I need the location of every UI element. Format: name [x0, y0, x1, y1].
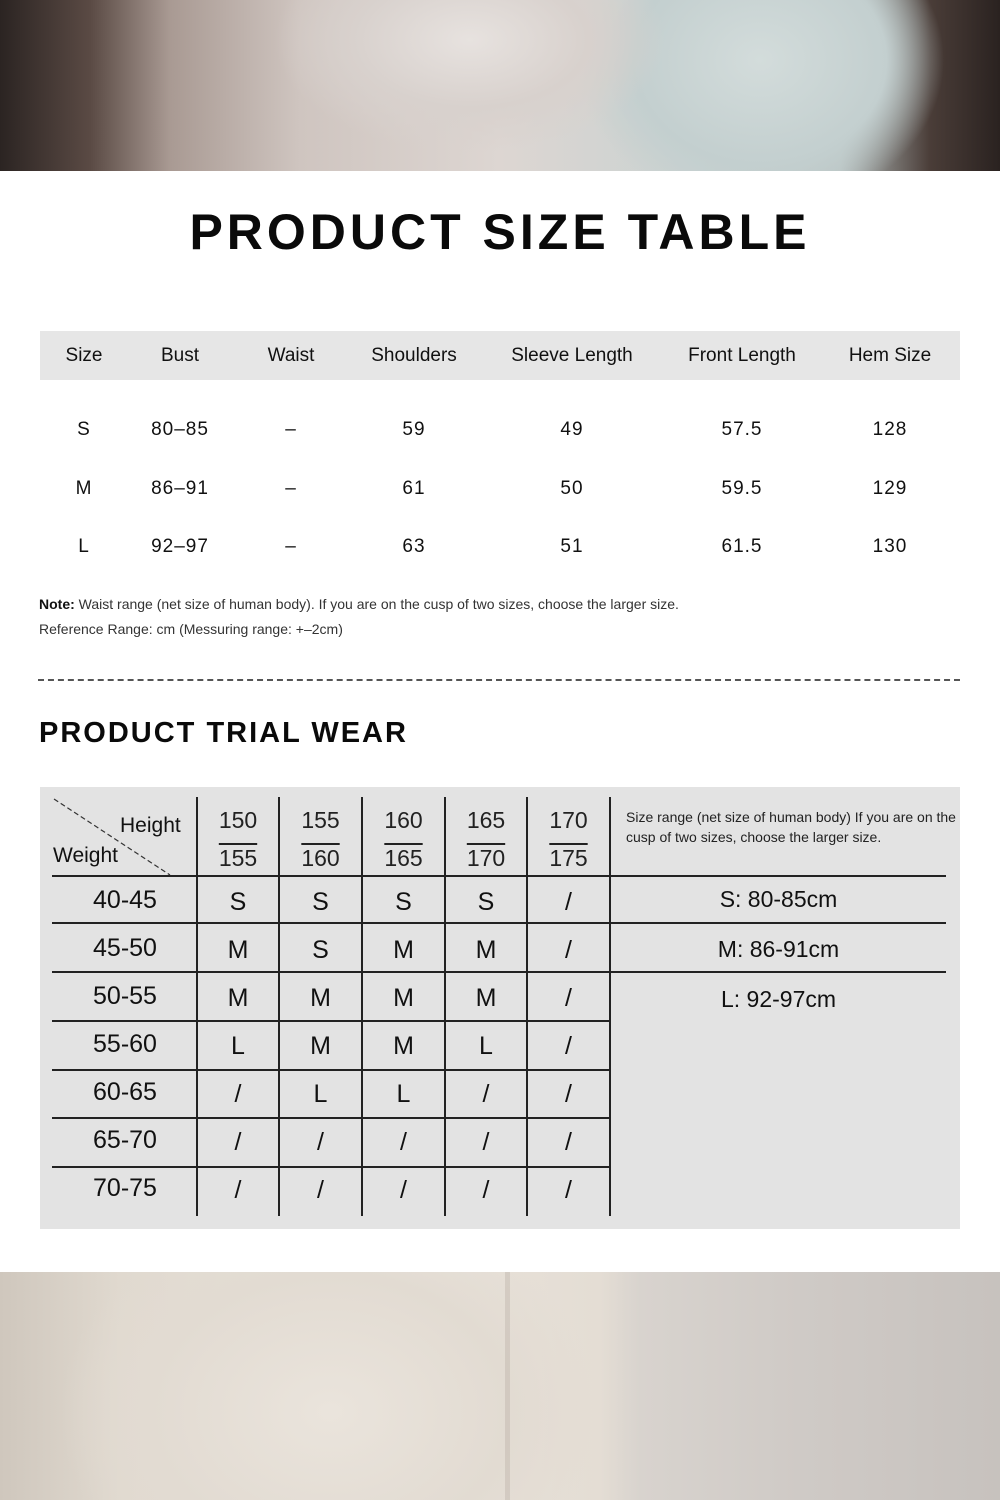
height-from: 160 — [384, 807, 423, 833]
grid-cell: / — [482, 1128, 490, 1156]
grid-cell: M — [310, 984, 331, 1012]
weight-label: Weight — [53, 844, 118, 867]
grid-line — [52, 1117, 610, 1119]
row-s-bust: 80–85 — [151, 419, 209, 440]
range-note: Size range (net size of human body) If you are on the cusp of two sizes, choose the larger size. — [626, 809, 956, 845]
grid-cell: / — [400, 1128, 407, 1156]
row-l-bust: 92–97 — [151, 536, 209, 557]
grid-cell: / — [400, 1176, 407, 1204]
grid-cell: L — [313, 1080, 328, 1108]
range-l: L: 92-97cm — [720, 986, 837, 1012]
header-hem-size: Hem Size — [848, 345, 932, 366]
grid-cell: S — [312, 888, 329, 916]
size-table-title: PRODUCT SIZE TABLE — [189, 204, 811, 260]
range-s: S: 80-85cm — [719, 886, 838, 912]
weight-45-50: 45-50 — [93, 934, 157, 962]
height-165-170 — [445, 801, 527, 877]
grid-cell: / — [317, 1176, 324, 1204]
product-photo-top — [0, 0, 1000, 171]
grid-cell: L — [396, 1080, 411, 1108]
grid-cell: / — [565, 1176, 572, 1204]
height-to: 170 — [466, 845, 506, 871]
section-divider — [38, 679, 960, 681]
product-photo-bottom — [0, 1272, 1000, 1500]
row-m-shoulders: 61 — [402, 478, 426, 499]
height-150-155 — [197, 801, 279, 877]
row-s-hem: 128 — [872, 419, 908, 440]
row-m-waist: – — [285, 478, 297, 499]
grid-cell: M — [227, 984, 249, 1012]
trial-wear-title: PRODUCT TRIAL WEAR — [39, 717, 408, 749]
weight-60-65: 60-65 — [93, 1078, 157, 1106]
weight-70-75: 70-75 — [93, 1174, 157, 1202]
grid-cell: S — [395, 888, 412, 916]
grid-cell: / — [317, 1128, 324, 1156]
grid-cell: / — [234, 1128, 242, 1156]
grid-cell: S — [477, 888, 495, 916]
row-m-bust: 86–91 — [151, 478, 209, 499]
grid-cell: L — [231, 1032, 245, 1060]
row-m-hem: 129 — [872, 478, 908, 499]
header-bust: Bust — [160, 345, 200, 366]
height-to: 155 — [218, 845, 258, 871]
grid-cell: / — [565, 984, 572, 1012]
row-m-size: M — [75, 478, 93, 499]
grid-line — [52, 1166, 610, 1168]
note-label: Note: — [39, 596, 75, 612]
header-sleeve-length: Sleeve Length — [511, 345, 633, 366]
row-s-size: S — [77, 419, 91, 440]
header-size: Size — [65, 345, 103, 366]
height-from: 150 — [218, 807, 258, 833]
height-155-160 — [279, 801, 362, 877]
note-text: Waist range (net size of human body). If you are on the cusp of two sizes, choose the larger size. — [74, 596, 679, 612]
row-l-shoulders: 63 — [402, 536, 426, 557]
row-s-front: 57.5 — [721, 419, 763, 440]
height-160-165 — [362, 801, 445, 877]
header-shoulders: Shoulders — [371, 345, 457, 366]
grid-line — [52, 922, 946, 924]
grid-cell: M — [227, 936, 249, 964]
grid-cell: / — [565, 1032, 572, 1060]
row-m-sleeve: 50 — [560, 478, 584, 499]
row-l-front: 61.5 — [721, 536, 763, 557]
row-m-front: 59.5 — [721, 478, 763, 499]
height-from: 155 — [301, 807, 340, 833]
grid-cell: / — [565, 1128, 572, 1156]
height-170-175 — [527, 801, 610, 877]
grid-line — [52, 971, 946, 973]
grid-cell: / — [565, 888, 572, 916]
fabric-seam — [505, 1272, 510, 1500]
row-s-sleeve: 49 — [560, 419, 584, 440]
grid-cell: M — [475, 936, 497, 964]
row-l-hem: 130 — [872, 536, 908, 557]
row-l-waist: – — [285, 536, 297, 557]
grid-line — [52, 1020, 610, 1022]
header-waist: Waist — [267, 345, 315, 366]
grid-cell: M — [393, 984, 414, 1012]
grid-cell: M — [475, 984, 497, 1012]
row-s-waist: – — [285, 419, 297, 440]
grid-cell: S — [229, 888, 247, 916]
grid-cell: / — [234, 1080, 242, 1108]
grid-cell: M — [393, 1032, 414, 1060]
weight-50-55: 50-55 — [93, 982, 157, 1010]
height-from: 165 — [466, 807, 506, 833]
weight-65-70: 65-70 — [93, 1126, 157, 1154]
grid-cell: / — [565, 1080, 572, 1108]
row-l-size: L — [78, 536, 90, 557]
reference-range: Reference Range: cm (Messuring range: +–2cm) — [39, 621, 343, 637]
height-to: 175 — [549, 845, 588, 871]
row-l-sleeve: 51 — [560, 536, 584, 557]
grid-cell: L — [479, 1032, 493, 1060]
grid-cell: / — [565, 936, 572, 964]
grid-cell: M — [393, 936, 414, 964]
range-m: M: 86-91cm — [717, 936, 840, 962]
height-from: 170 — [549, 807, 588, 833]
weight-55-60: 55-60 — [93, 1030, 157, 1058]
grid-cell: M — [310, 1032, 331, 1060]
height-to: 165 — [384, 845, 423, 871]
grid-cell: S — [312, 936, 329, 964]
grid-cell: / — [482, 1080, 490, 1108]
header-front-length: Front Length — [688, 345, 796, 366]
weight-40-45: 40-45 — [93, 886, 157, 914]
grid-cell: / — [234, 1176, 242, 1204]
grid-line — [52, 1069, 610, 1071]
grid-cell: / — [482, 1176, 490, 1204]
row-s-shoulders: 59 — [402, 419, 426, 440]
height-to: 160 — [301, 845, 340, 871]
size-note — [39, 596, 679, 612]
height-label: Height — [120, 814, 181, 837]
